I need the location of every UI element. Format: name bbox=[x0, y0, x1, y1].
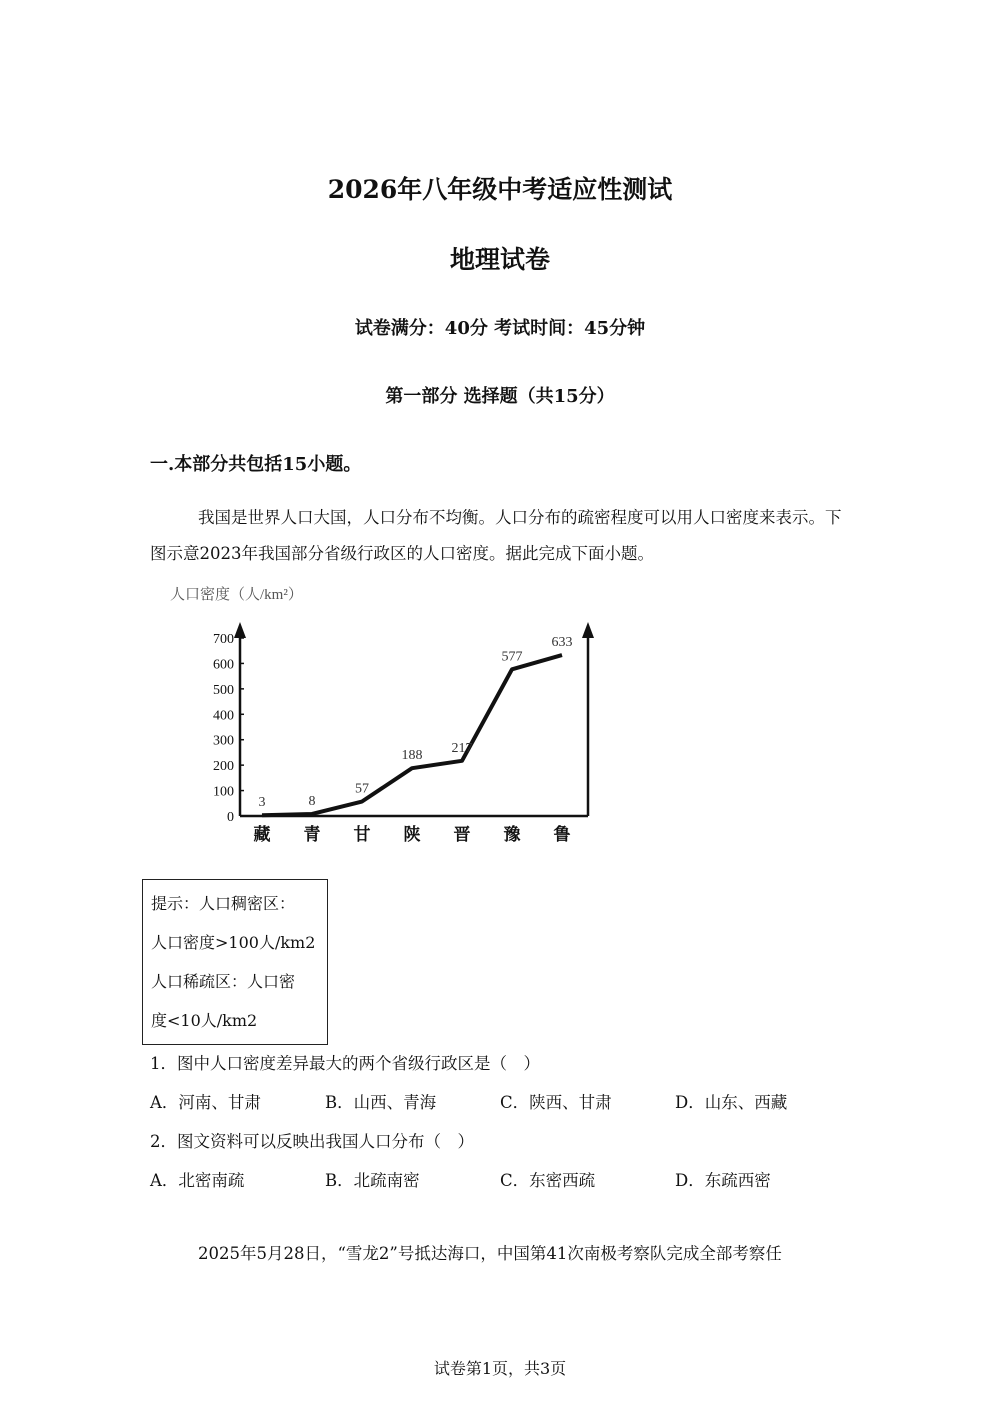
y-axis-arrow bbox=[234, 622, 246, 638]
y-tick-label: 200 bbox=[213, 759, 234, 775]
hint-line: 人口密度>100人/km2 bbox=[151, 933, 316, 952]
question-2-options bbox=[150, 1167, 850, 1191]
chart-x-labels bbox=[254, 824, 571, 844]
data-label: 8 bbox=[308, 793, 316, 809]
exam-subtitle: 地理试卷 bbox=[449, 245, 550, 274]
option-c[interactable]: C．东密西疏 bbox=[500, 1171, 596, 1190]
part-heading: 第一部分 选择题（共15分） bbox=[385, 386, 615, 407]
y-tick-label: 500 bbox=[213, 682, 234, 698]
hint-box bbox=[142, 879, 328, 1045]
data-label: 188 bbox=[401, 748, 423, 764]
data-label: 57 bbox=[355, 781, 369, 797]
data-label: 577 bbox=[501, 649, 523, 665]
x-category-label: 陕 bbox=[403, 825, 421, 844]
data-label: 3 bbox=[258, 795, 266, 811]
option-d[interactable]: D．东疏西密 bbox=[675, 1171, 771, 1190]
passage-population: 我国是世界人口大国，人口分布不均衡。人口分布的疏密程度可以用人口密度来表示。下图示意2023年我国部分省级行政区的人口密度。据此完成下面小题。 bbox=[150, 508, 842, 563]
chart-y-axis-label: 人口密度（人/km²） bbox=[170, 587, 303, 603]
hint-line: 提示：人口稠密区： bbox=[151, 894, 296, 913]
option-b[interactable]: B．山西、青海 bbox=[325, 1093, 437, 1112]
option-d[interactable]: D．山东、西藏 bbox=[675, 1093, 788, 1112]
option-a[interactable]: A．北密南疏 bbox=[150, 1171, 245, 1190]
x-category-label: 晋 bbox=[453, 825, 471, 844]
x-category-label: 藏 bbox=[253, 825, 271, 844]
x-category-label: 鲁 bbox=[553, 825, 571, 844]
y-tick-label: 300 bbox=[213, 733, 234, 749]
y-tick-label: 100 bbox=[213, 784, 234, 800]
question-1-stem: 1．图中人口密度差异最大的两个省级行政区是（ ） bbox=[150, 1054, 540, 1073]
chart-axes bbox=[234, 622, 594, 816]
y-tick-label: 0 bbox=[227, 810, 234, 825]
exam-meta: 试卷满分：40分 考试时间：45分钟 bbox=[354, 318, 646, 339]
option-c[interactable]: C．陕西、甘肃 bbox=[500, 1093, 612, 1112]
hint-line: 人口稀疏区：人口密 bbox=[151, 972, 296, 991]
right-axis-arrow bbox=[582, 622, 594, 638]
question-1-options bbox=[150, 1089, 850, 1113]
question-2-stem: 2．图文资料可以反映出我国人口分布（ ） bbox=[150, 1132, 474, 1151]
exam-title: 2026年八年级中考适应性测试 bbox=[327, 175, 673, 204]
y-tick-label: 600 bbox=[213, 657, 234, 673]
passage-antarctic: 2025年5月28日，“雪龙2”号抵达海口，中国第41次南极考察队完成全部考察任 bbox=[198, 1244, 782, 1263]
x-category-label: 豫 bbox=[503, 825, 521, 844]
page-footer: 试卷第1页，共3页 bbox=[433, 1359, 567, 1378]
x-category-label: 甘 bbox=[353, 825, 371, 844]
chart-series-line bbox=[262, 655, 562, 815]
chart-data-labels bbox=[259, 635, 573, 815]
option-b[interactable]: B．北疏南密 bbox=[325, 1171, 420, 1190]
y-tick-label: 700 bbox=[213, 632, 234, 647]
x-category-label: 青 bbox=[303, 825, 321, 844]
data-label: 217 bbox=[451, 740, 473, 756]
y-tick-label: 400 bbox=[213, 708, 234, 724]
data-label: 633 bbox=[551, 635, 573, 651]
section-heading: 一.本部分共包括15小题。 bbox=[150, 454, 362, 475]
population-density-chart bbox=[160, 576, 610, 851]
hint-line: 度<10人/km2 bbox=[151, 1011, 258, 1030]
option-a[interactable]: A．河南、甘肃 bbox=[150, 1093, 261, 1112]
